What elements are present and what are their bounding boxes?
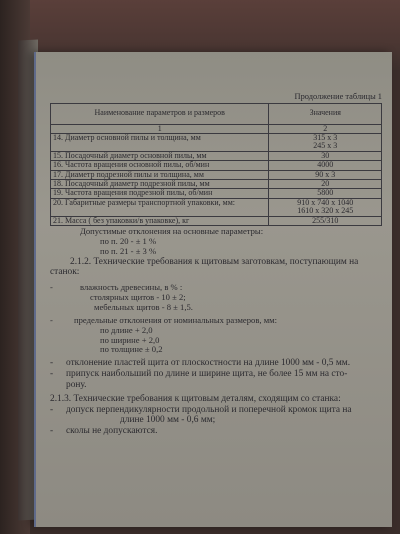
column-number-1: 1 xyxy=(51,124,269,133)
row-value xyxy=(269,134,382,152)
list-item-text: отклонение пластей щита от плоскостности на длине 1000 мм - 0,5 мм. xyxy=(66,358,351,369)
table-row xyxy=(51,134,382,152)
header-value: Значения xyxy=(269,103,382,124)
table-row xyxy=(51,189,382,198)
row-name: 18. Посадочный диаметр подрезной пилы, мм xyxy=(51,180,269,189)
row-value: 20 xyxy=(269,180,382,189)
document-page xyxy=(34,52,392,527)
row-value: 5800 xyxy=(269,189,382,198)
text-line: 2.1.2. Технические требования к щитовым заготовкам, поступающим на xyxy=(70,256,359,267)
text-line: мебельных щитов - 8 ± 1,5. xyxy=(94,301,193,312)
row-name: 19. Частота вращения подрезной пилы, об/мин xyxy=(51,189,269,198)
text-line: длине 1000 мм - 0,6 мм; xyxy=(120,415,216,426)
list-item xyxy=(50,426,382,437)
table-row xyxy=(51,161,382,170)
bullet-dash: - xyxy=(50,358,54,369)
list-item-text: предельные отклонения от номинальных размеров, мм: xyxy=(74,314,277,325)
header-name: Наименование параметров и размеров xyxy=(51,103,269,124)
row-name: 21. Масса ( без упаковки/в упаковке), кг xyxy=(51,216,269,225)
row-value-line: 315 х 3 xyxy=(313,133,338,143)
row-name: 16. Частота вращения основной пилы, об/мин xyxy=(51,161,269,170)
text-line: Допустимые отклонения на основные параметры: xyxy=(80,225,264,236)
parameters-table xyxy=(50,103,382,226)
list-item xyxy=(50,358,382,369)
row-value-line: 1610 х 320 х 245 xyxy=(297,206,354,216)
row-value: 30 xyxy=(269,151,382,160)
text-line: столярных щитов - 10 ± 2; xyxy=(90,292,186,303)
text-line: станок: xyxy=(50,267,80,278)
text-line: по длине + 2,0 xyxy=(100,324,153,335)
table-header-row xyxy=(51,103,382,124)
bullet-dash: - xyxy=(50,426,54,437)
table-row xyxy=(51,216,382,225)
list-item-text: влажность древесины, в % : xyxy=(80,282,183,293)
row-value xyxy=(269,198,382,216)
list-item xyxy=(50,405,382,416)
row-value-line: 245 х 3 xyxy=(313,141,338,151)
row-name: 14. Диаметр основной пилы и толщина, мм xyxy=(51,134,269,152)
bullet-dash: - xyxy=(50,369,54,380)
row-name: 20. Габаритные размеры транспортной упаковки, мм: xyxy=(51,198,269,216)
page-content xyxy=(50,92,382,437)
column-number-2: 2 xyxy=(269,124,382,133)
table-caption: Продолжение таблицы 1 xyxy=(294,92,382,101)
section-heading: 2.1.3. Технические требования к щитовым деталям, сходящим со станка: xyxy=(50,393,341,404)
text-line: по п. 20 - ± 1 % xyxy=(100,235,157,246)
row-value: 90 х 3 xyxy=(269,170,382,179)
text-line: по толщине ± 0,2 xyxy=(100,344,163,355)
row-name: 17. Диаметр подрезной пилы и толщина, мм xyxy=(51,170,269,179)
row-value-line: 910 х 740 х 1040 xyxy=(297,197,354,207)
list-item-text: допуск перпендикулярности продольной и поперечной кромок щита на xyxy=(66,404,352,415)
bullet-dash: - xyxy=(50,404,54,415)
text-line: по п. 21 - ± 3 % xyxy=(100,245,157,256)
text-line: по ширине + 2,0 xyxy=(100,334,160,345)
row-value: 4000 xyxy=(269,161,382,170)
list-item-text: сколы не допускаются. xyxy=(66,426,158,437)
bullet-dash: - xyxy=(50,314,53,325)
bullet-dash: - xyxy=(50,282,53,293)
row-value: 255/310 xyxy=(269,216,382,225)
table-row xyxy=(51,198,382,216)
row-name: 15. Посадочный диаметр основной пилы, мм xyxy=(51,151,269,160)
list-item xyxy=(50,369,382,380)
list-item-text: припуск наибольший по длине и ширине щита, не более 15 мм на сто- xyxy=(66,369,348,380)
text-line: рону. xyxy=(66,379,87,390)
